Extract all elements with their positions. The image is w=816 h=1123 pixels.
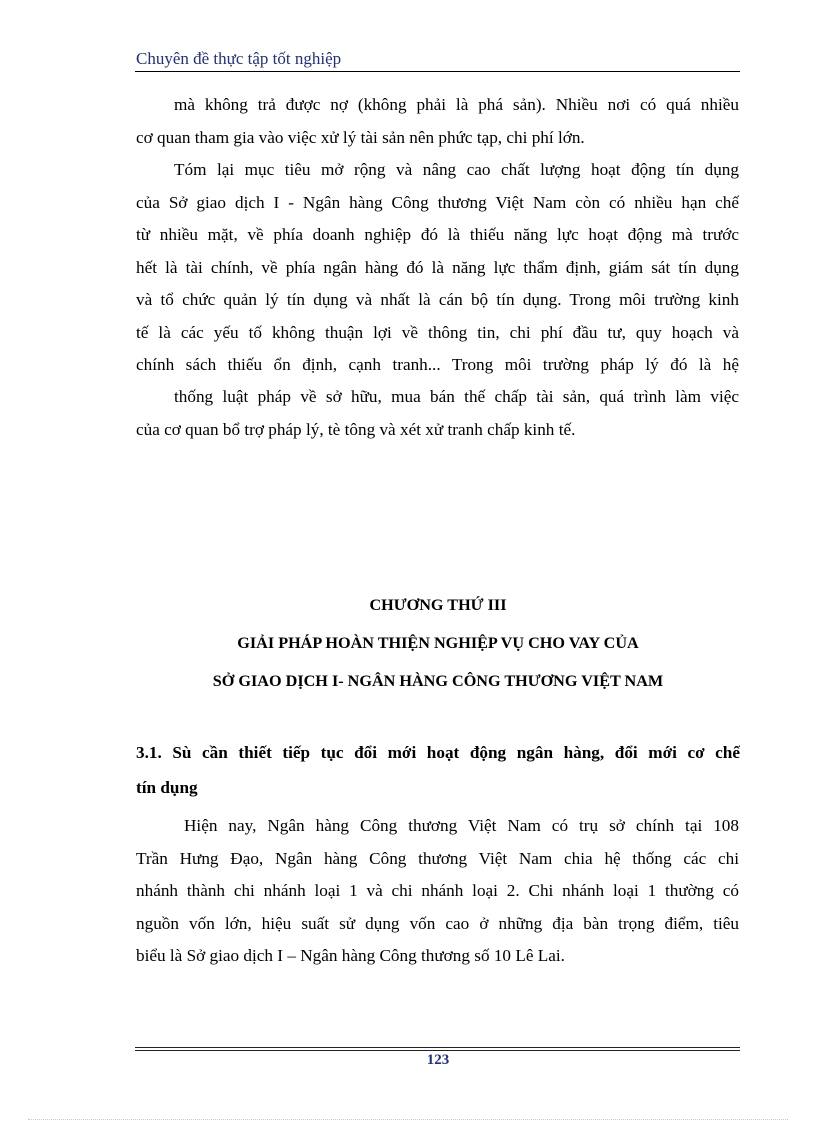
- text-line: Hiện nay, Ngân hàng Công thương Việt Nam có trụ sở chính tại 108: [184, 816, 739, 835]
- text-line: hết là tài chính, về phía ngân hàng đó là năng lực thẩm định, giám sát tín dụng: [136, 257, 739, 277]
- text-line: nguồn vốn lớn, hiệu suất sử dụng vốn cao ở những địa bàn trọng điểm, tiêu: [136, 913, 739, 933]
- text-line: tế là các yếu tố không thuận lợi về thông tin, chi phí đầu tư, quy hoạch và: [136, 322, 739, 342]
- text-line: mà không trả được nợ (không phải là phá sản). Nhiều nơi có quá nhiều: [174, 95, 739, 114]
- paragraph-body: [136, 810, 739, 973]
- paragraph-continuation: [136, 89, 739, 154]
- footer-rule-bottom: [135, 1050, 740, 1051]
- running-header-title: Chuyên đề thực tập tốt nghiệp: [136, 49, 342, 68]
- text-line: Tóm lại mục tiêu mở rộng và nâng cao chất lượng hoạt động tín dụng: [174, 160, 739, 179]
- footer-rule-top: [135, 1047, 740, 1048]
- paragraph-summary: [136, 154, 739, 382]
- text-line: chính sách thiếu ổn định, cạnh tranh... Trong môi trường pháp lý đó là hệ: [136, 355, 739, 374]
- page-edge-dotted-line: [28, 1119, 788, 1120]
- text-line: của cơ quan bổ trợ pháp lý, tè tông và xét xử tranh chấp kinh tế.: [136, 419, 576, 439]
- page-number: 123: [426, 1052, 450, 1068]
- text-line: nhánh thành chi nhánh loại 1 và chi nhánh loại 2. Chi nhánh loại 1 thường có: [136, 881, 739, 900]
- text-line: biểu là Sở giao dịch I – Ngân hàng Công thương số 10 Lê Lai.: [136, 946, 565, 965]
- text-line: cơ quan tham gia vào việc xử lý tài sản nên phức tạp, chi phí lớn.: [136, 127, 585, 147]
- chapter-title-line-1: GIẢI PHÁP HOÀN THIỆN NGHIỆP VỤ CHO VAY CỦA: [237, 634, 639, 652]
- chapter-title-line-2: SỞ GIAO DỊCH I- NGÂN HÀNG CÔNG THƯƠNG VIỆT NAM: [212, 672, 664, 690]
- text-line: và tổ chức quản lý tín dụng và nhất là cán bộ tín dụng. Trong môi trường kinh: [136, 290, 739, 309]
- paragraph-legal: [136, 381, 739, 446]
- section-heading-line-2: tín dụng: [136, 778, 198, 797]
- text-line: thống luật pháp về sở hữu, mua bán thế chấp tài sản, quá trình làm việc: [174, 387, 739, 406]
- header-rule: [135, 71, 740, 72]
- chapter-number: CHƯƠNG THỨ III: [369, 596, 507, 614]
- section-heading-line-1: 3.1. Sù cần thiết tiếp tục đổi mới hoạt động ngân hàng, đổi mới cơ chế: [136, 743, 740, 762]
- text-line: Trần Hưng Đạo, Ngân hàng Công thương Việt Nam chia hệ thống các chi: [136, 848, 739, 868]
- text-line: từ nhiều mặt, về phía doanh nghiệp đó là thiếu năng lực hoạt động mà trước: [136, 225, 739, 244]
- text-line: của Sở giao dịch I - Ngân hàng Công thương Việt Nam còn có nhiều hạn chế: [136, 192, 739, 212]
